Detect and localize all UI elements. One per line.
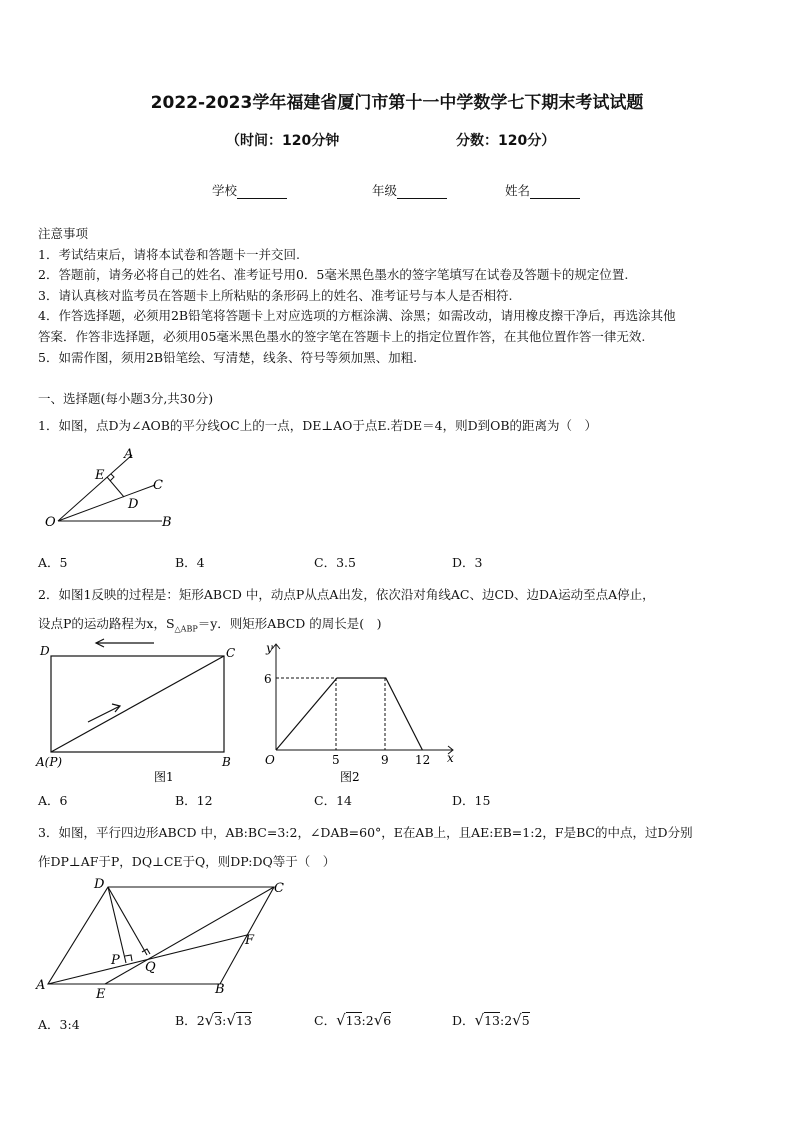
name-field: 姓名: [505, 181, 580, 199]
q2-line1: 2．如图1反映的过程是：矩形ABCD 中，动点P从点A出发，依次沿对角线AC、边CD、边DA运动至点A停止，: [38, 587, 655, 602]
q2-option-b[interactable]: B．12: [175, 793, 213, 808]
fig1-caption: 图1: [154, 770, 174, 784]
label-o: O: [265, 753, 275, 767]
label-b: B: [162, 515, 172, 530]
segment-dp: [108, 887, 126, 963]
label-c: C: [226, 646, 236, 660]
label-a: A: [124, 447, 134, 462]
right-angle-mark: [110, 474, 114, 481]
right-angle-p: [125, 955, 132, 961]
q3-option-d[interactable]: D．√13:2√5: [452, 1011, 530, 1029]
segment-dq: [108, 887, 147, 955]
q3-option-b[interactable]: B．2√3:√13: [175, 1011, 252, 1029]
grade-field: 年级: [372, 181, 447, 199]
label-d: D: [40, 644, 50, 658]
label-x: x: [447, 751, 454, 765]
page-title: 2022-2023学年福建省厦门市第十一中学数学七下期末考试试题: [150, 93, 644, 113]
notes-heading: 注意事项: [38, 226, 89, 241]
parallelogram-abcd: [48, 887, 274, 984]
ray-oa: [58, 455, 132, 521]
exam-time: （时间：120分钟: [226, 133, 340, 149]
school-field: 学校: [212, 181, 287, 199]
q1-text: 1．如图，点D为∠AOB的平分线OC上的一点，DE⊥AO于点E.若DE＝4，则D到OB的距离为（ ）: [38, 418, 598, 433]
q1-option-b[interactable]: B．4: [175, 555, 205, 570]
label-ap: A(P): [36, 755, 63, 769]
tick-y6: 6: [264, 672, 272, 686]
label-q: Q: [145, 960, 156, 975]
school-blank[interactable]: [237, 186, 287, 199]
q3-figure: [30, 872, 300, 1004]
name-blank[interactable]: [530, 186, 580, 199]
label-c: C: [274, 881, 284, 896]
label-b: B: [222, 755, 231, 769]
section-heading: 一、选择题(每小题3分,共30分): [38, 391, 214, 406]
label-e: E: [95, 468, 105, 483]
q1-option-a[interactable]: A．5: [38, 555, 68, 570]
note-item: 答案．作答非选择题，必须用05毫米黑色墨水的签字笔在答题卡上的指定位置作答，在其他位置作答一律无效.: [38, 329, 646, 344]
label-e: E: [96, 987, 106, 1002]
q1-option-c[interactable]: C．3.5: [314, 555, 356, 570]
sqrt-icon: √: [204, 1011, 215, 1029]
q3-line2: 作DP⊥AF于P，DQ⊥CE于Q，则DP:DQ等于（ ）: [38, 854, 336, 869]
sqrt-icon: √: [226, 1011, 236, 1029]
label-f: F: [245, 933, 255, 948]
label-c: C: [153, 478, 163, 493]
label-d: D: [94, 877, 105, 892]
sqrt-icon: √: [373, 1011, 384, 1029]
arrow-diag: [88, 706, 120, 722]
segment-de: [107, 477, 124, 497]
q2-line2: 设点P的运动路程为x，$S_{\triangle ABP}=y$．则矩形ABCD 的周长是( ): [38, 616, 382, 634]
grade-blank[interactable]: [397, 186, 447, 199]
label-a: A: [36, 978, 46, 993]
note-item: 3．请认真核对监考员在答题卡上所粘贴的条形码上的姓名、准考证号与本人是否相符.: [38, 288, 513, 303]
fig2-caption: 图2: [340, 770, 360, 784]
exam-score: 分数：120分）: [456, 133, 556, 149]
note-item: 4．作答选择题，必须用2B铅笔将答题卡上对应选项的方框涂满、涂黑；如需改动，请用橡皮擦干净后，再选涂其他: [38, 308, 676, 323]
q3-line1: 3．如图，平行四边形ABCD 中，AB:BC=3:2，∠DAB=60°，E在AB上，且AE:EB=1:2，F是BC的中点，过D分别: [38, 825, 693, 840]
graph-line: [276, 678, 422, 750]
tick-x5: 5: [332, 753, 340, 767]
q2-option-c[interactable]: C．14: [314, 793, 352, 808]
q2-option-d[interactable]: D．15: [452, 793, 491, 808]
diagonal-ac: [51, 656, 224, 752]
q1-option-d[interactable]: D．3: [452, 555, 483, 570]
sqrt-icon: √: [336, 1011, 346, 1029]
ray-oc: [58, 485, 155, 521]
tick-x12: 12: [415, 753, 431, 767]
q2-figure1: [34, 636, 244, 788]
note-item: 1．考试结束后，请将本试卷和答题卡一并交回.: [38, 247, 300, 262]
note-item: 2．答题前，请务必将自己的姓名、准考证号用0．5毫米黑色墨水的签字笔填写在试卷及答题卡的规定位置.: [38, 267, 629, 282]
sqrt-icon: √: [474, 1011, 485, 1029]
q3-option-a[interactable]: A．3:4: [38, 1017, 80, 1032]
label-p: P: [111, 953, 120, 968]
note-item: 5．如需作图，须用2B铅笔绘、写清楚，线条、符号等须加黑、加粗.: [38, 350, 418, 365]
q3-option-c[interactable]: C．√13:2√6: [314, 1011, 392, 1029]
q1-figure: [40, 445, 190, 535]
label-y: y: [266, 641, 273, 655]
label-d: D: [128, 497, 139, 512]
label-b: B: [215, 982, 225, 997]
q2-figure2: [255, 640, 460, 790]
tick-x9: 9: [381, 753, 389, 767]
q2-option-a[interactable]: A．6: [38, 793, 68, 808]
label-o: O: [45, 515, 56, 530]
sqrt-icon: √: [512, 1011, 522, 1029]
